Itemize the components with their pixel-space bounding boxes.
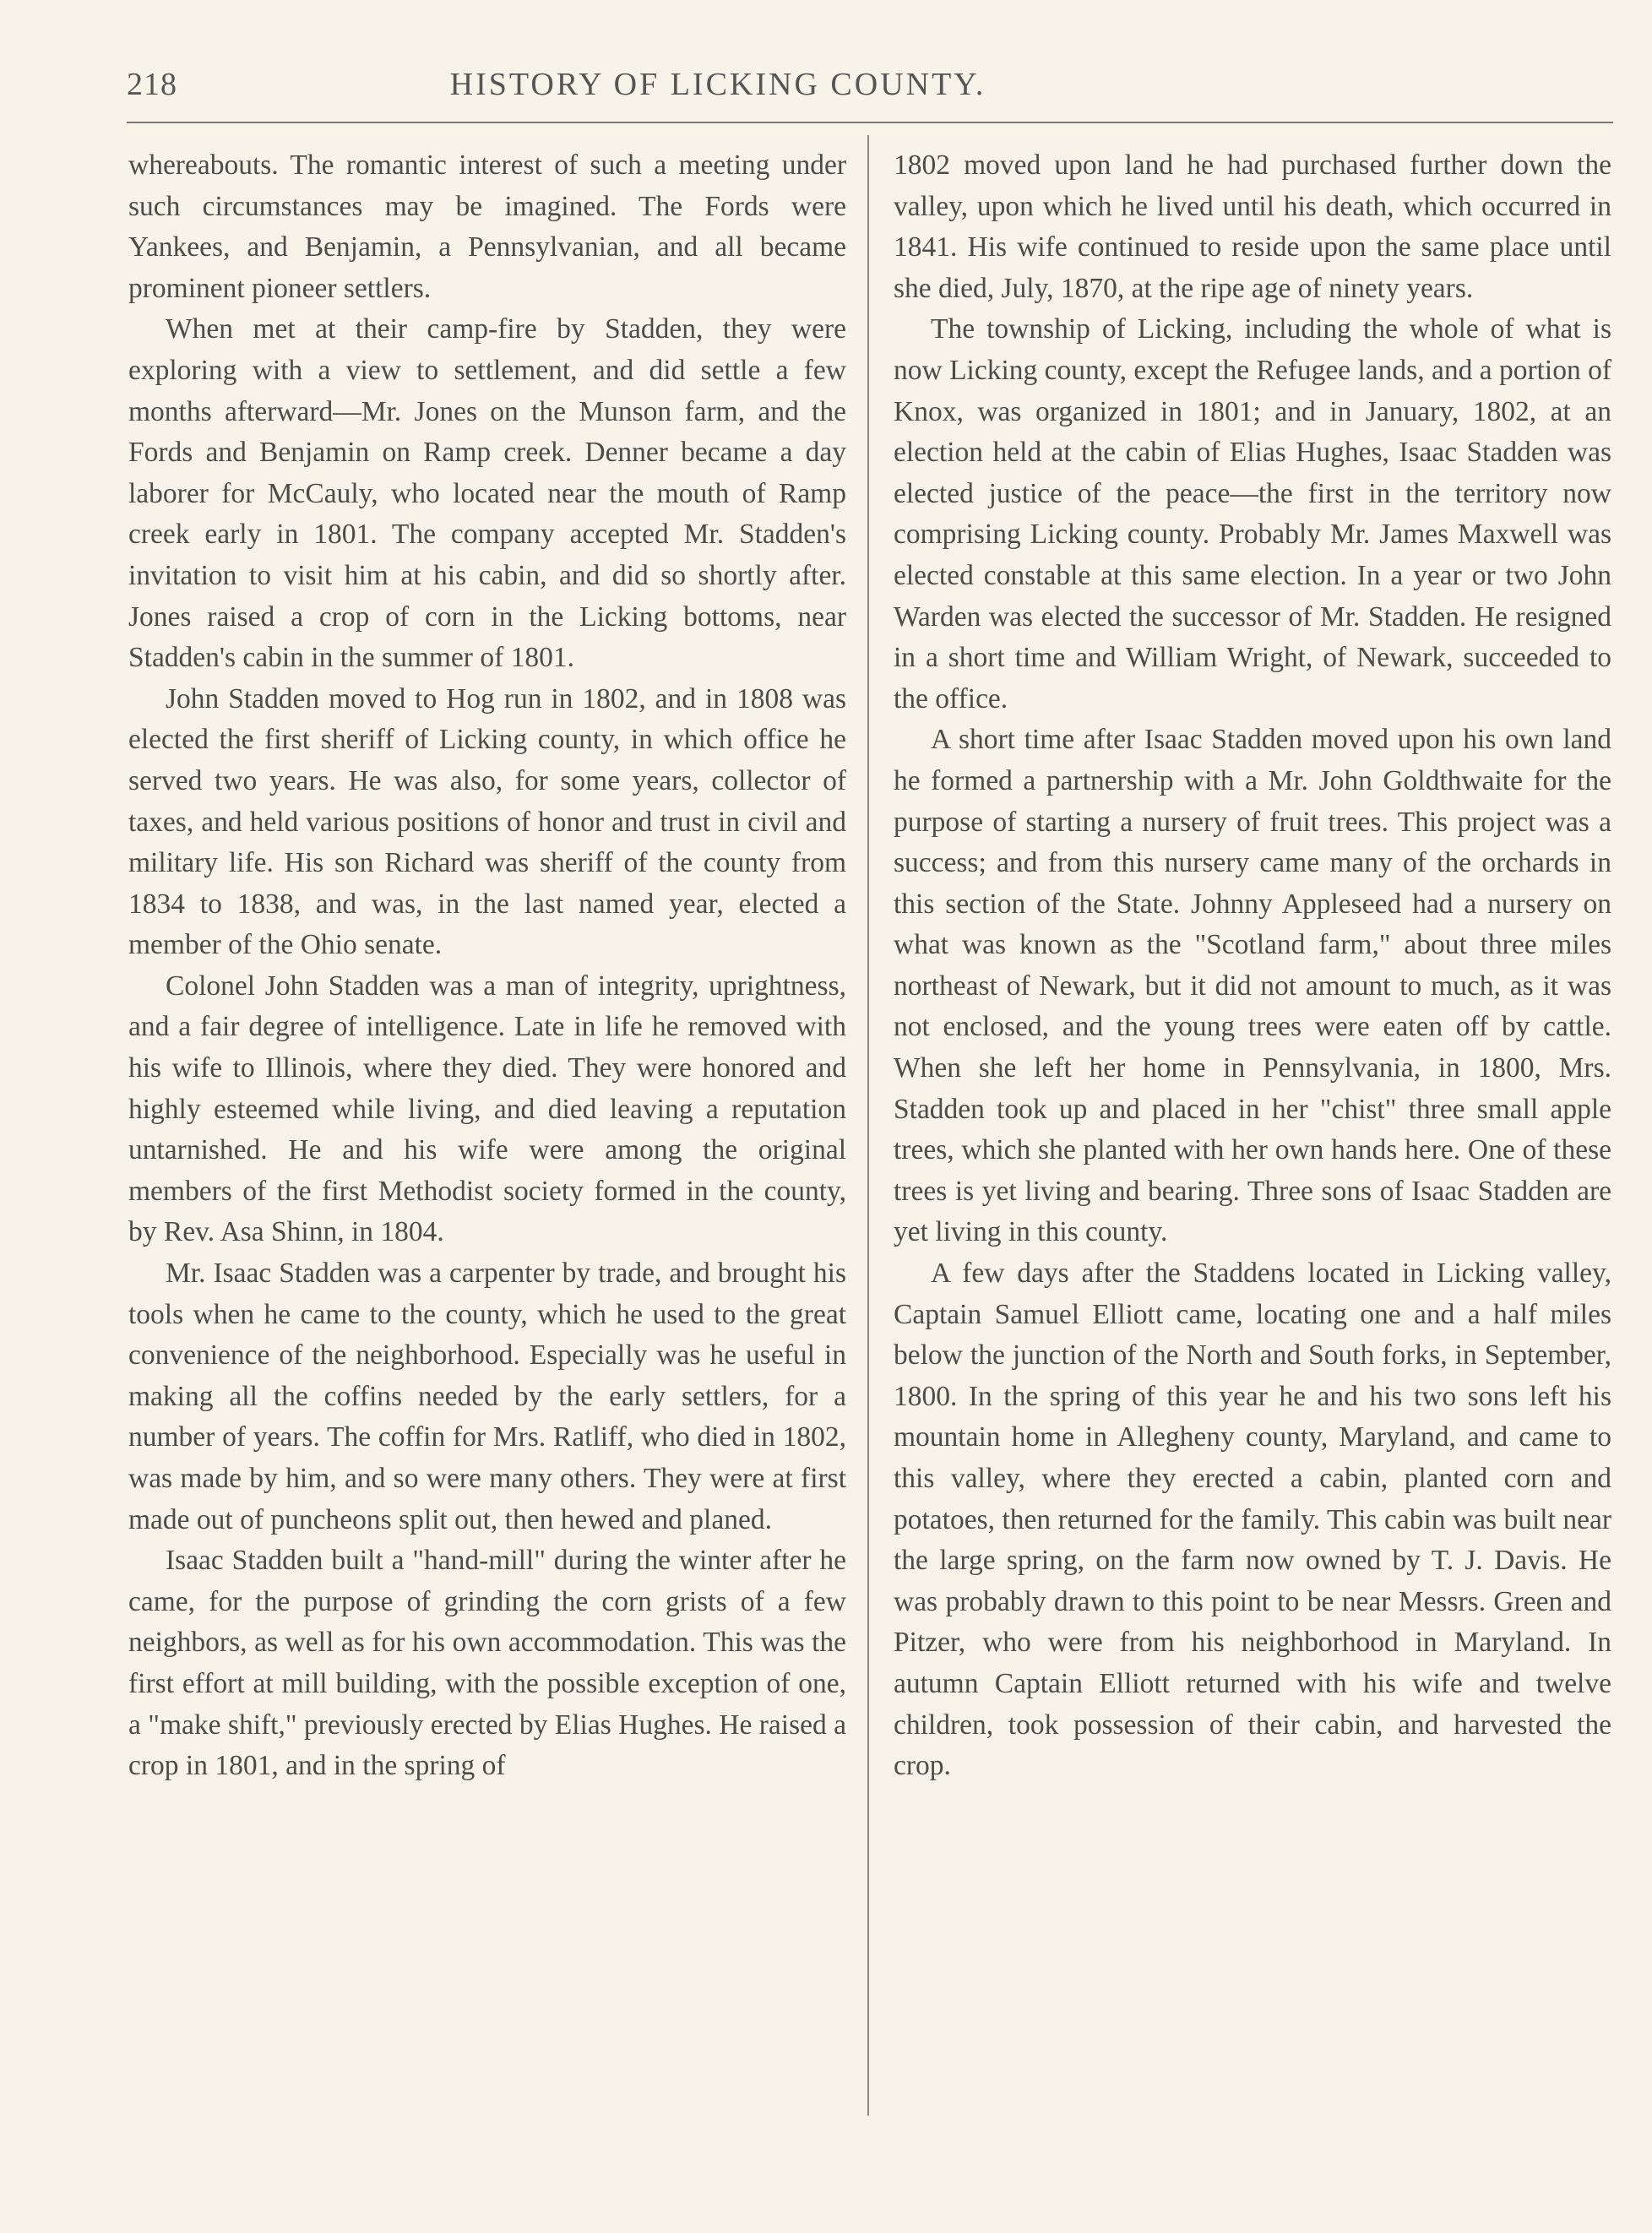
column-divider — [867, 135, 869, 2116]
paragraph: Mr. Isaac Stadden was a carpenter by trade, and brought his tools when he came to the county, which he used to the great convenience of the neighborhood. Especially was he useful in making all the coffins needed by the early settlers, for a number of years. The coffin for Mrs. Ratliff, who died in 1802, was made by him, and so were many others. They were at first made out of puncheons split out, then hewed and planed. — [128, 1258, 846, 1535]
right-column — [894, 145, 1611, 1787]
paragraph: The township of Licking, including the whole of what is now Licking county, except the Refugee lands, and a portion of Knox, was organized in 1801; and in January, 1802, at an election held at the cabin of Elias Hughes, Isaac Stadden was elected justice of the peace—the first in the territory now comprising Licking county. Probably Mr. James Maxwell was elected constable at this same election. In a year or two John Warden was elected the successor of Mr. Stadden. He resigned in a short time and William Wright, of Newark, succeeded to the office. — [894, 313, 1611, 714]
paragraph: A few days after the Staddens located in Licking valley, Captain Samuel Elliott came, locating one and a half miles below the junction of the North and South forks, in September, 1800. In the spring of this year he and his two sons left his mountain home in Allegheny county, Maryland, and came to this valley, where they erected a cabin, planted corn and potatoes, then returned for the family. This cabin was built near the large spring, on the farm now owned by T. J. Davis. He was probably drawn to this point to be near Messrs. Green and Pitzer, who were from his neighborhood in Maryland. In autumn Captain Elliott returned with his wife and twelve children, took possession of their cabin, and harvested the crop. — [894, 1258, 1611, 1782]
left-column — [128, 145, 846, 1787]
paragraph: Colonel John Stadden was a man of integrity, uprightness, and a fair degree of intelligence. Late in life he removed with his wife to Illinois, where they died. They were honored and highly esteemed while living, and died leaving a reputation untarnished. He and his wife were among the original members of the first Methodist society formed in the county, by Rev. Asa Shinn, in 1804. — [128, 970, 846, 1248]
paragraph: whereabouts. The romantic interest of such a meeting under such circumstances may be imagined. The Fords were Yankees, and Benjamin, a Pennsylvanian, and all became prominent pioneer settlers. — [128, 149, 846, 304]
page-header — [127, 66, 1613, 108]
paragraph: When met at their camp-fire by Stadden, they were exploring with a view to settlement, and did settle a few months afterward—Mr. Jones on the Munson farm, and the Fords and Benjamin on Ramp creek. Denner became a day laborer for McCauly, who located near the mouth of Ramp creek early in 1801. The company accepted Mr. Stadden's invitation to visit him at his cabin, and did so shortly after. Jones raised a crop of corn in the Licking bottoms, near Stadden's cabin in the summer of 1801. — [128, 313, 846, 674]
paragraph: John Stadden moved to Hog run in 1802, and in 1808 was elected the first sheriff of Licking county, in which office he served two years. He was also, for some years, collector of taxes, and held various positions of honor and trust in civil and military life. His son Richard was sheriff of the county from 1834 to 1838, and was, in the last named year, elected a member of the Ohio senate. — [128, 682, 846, 961]
paragraph: A short time after Isaac Stadden moved upon his own land he formed a partnership with a Mr. John Goldthwaite for the purpose of starting a nursery of fruit trees. This project was a success; and from this nursery came many of the orchards in this section of the State. Johnny Appleseed had a nursery on what was known as the "Scotland farm," about three miles northeast of Newark, but it did not amount to much, as it was not enclosed, and the young trees were eaten off by cattle. When she left her home in Pennsylvania, in 1800, Mrs. Stadden took up and placed in her "chist" three small apple trees, which she planted with her own hands here. One of these trees is yet living and bearing. Three sons of Isaac Stadden are yet living in this county. — [894, 724, 1611, 1248]
paragraph: Isaac Stadden built a "hand-mill" during the winter after he came, for the purpose of grinding the corn grists of a few neighbors, as well as for his own accommodation. This was the first effort at mill building, with the possible exception of one, a "make shift," previously erected by Elias Hughes. He raised a crop in 1801, and in the spring of — [128, 1545, 846, 1782]
page-number: 218 — [127, 67, 177, 102]
paragraph: 1802 moved upon land he had purchased further down the valley, upon which he lived until his death, which occurred in 1841. His wife continued to reside upon the same place until she died, July, 1870, at the ripe age of ninety years. — [894, 149, 1611, 304]
header-rule — [127, 122, 1613, 123]
running-title: HISTORY OF LICKING COUNTY. — [449, 67, 986, 102]
